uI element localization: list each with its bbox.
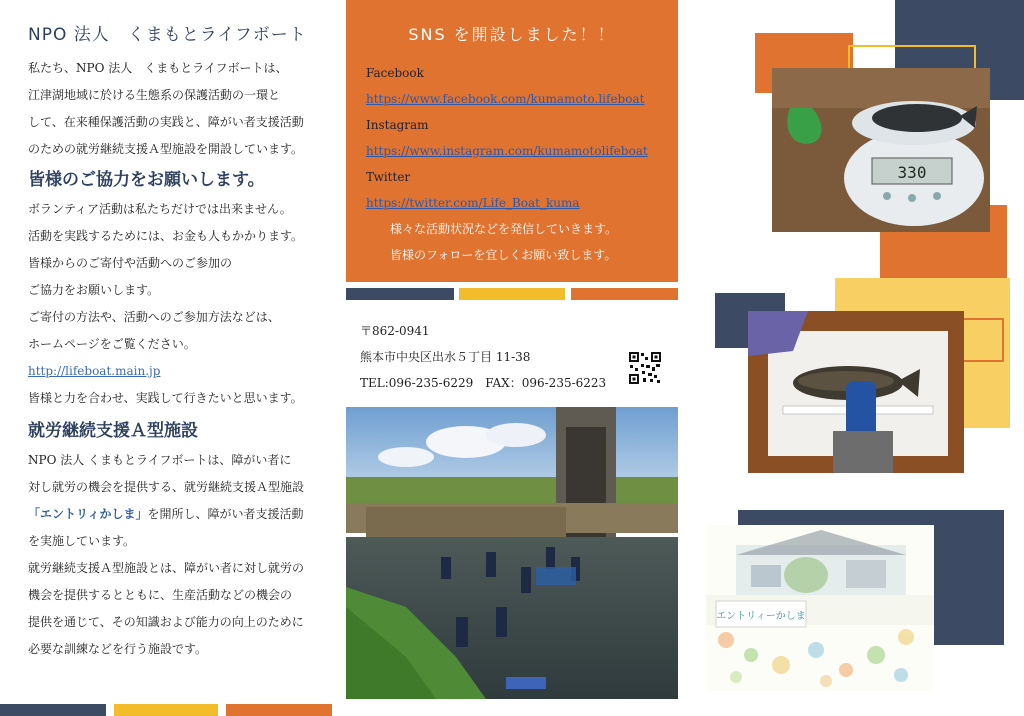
postal-code: 〒862-0941 <box>360 324 430 338</box>
facility-line: NPO 法人 くまもとライフボートは、障がい者に <box>28 453 292 467</box>
facebook-label: Facebook <box>366 66 424 80</box>
decor-bar-navy <box>346 288 454 300</box>
appeal-line: ボランティア活動は私たちだけでは出来ません。 <box>28 202 292 216</box>
sns-title: SNS を開設しました！！ <box>408 25 616 44</box>
instagram-label: Instagram <box>366 118 429 132</box>
fish-scale-photo <box>772 68 990 232</box>
intro-line: のための就労継続支援Ａ型施設を開設しています。 <box>28 142 304 156</box>
appeal-line: ホームページをご覧ください。 <box>28 337 196 351</box>
left-column <box>28 20 328 663</box>
facility-line: 必要な訓練などを行う施設です。 <box>28 642 208 656</box>
instagram-link[interactable]: https://www.instagram.com/kumamotolifeboat <box>366 144 648 158</box>
sns-note: 様々な活動状況などを発信していきます。 <box>390 222 618 236</box>
appeal-line: 皆様からのご寄付や活動へのご参加の <box>28 256 233 270</box>
phone-fax: TEL:096-235-6229 FAX：096-235-6223 <box>360 376 607 390</box>
appeal-line: 活動を実践するためには、お金も人もかかります。 <box>28 229 304 243</box>
facility-line: を実施しています。 <box>28 534 136 548</box>
facility-line: 提供を通じて、その知識および能力の向上のために <box>28 615 304 629</box>
appeal-line: ご協力をお願いします。 <box>28 283 160 297</box>
qr-code-icon[interactable] <box>628 351 662 385</box>
contact-block <box>360 318 660 396</box>
facility-sign: エントリィーかしま <box>716 611 806 622</box>
sns-note: 皆様のフォローを宜しくお願い致します。 <box>390 248 617 262</box>
decor-bar-yellow <box>114 704 218 716</box>
intro-line: 江津湖地域に於ける生態系の保護活動の一環と <box>28 88 281 102</box>
river-activity-photo <box>346 407 678 699</box>
org-title: NPO 法人 くまもとライフボート <box>28 25 307 45</box>
twitter-label: Twitter <box>366 170 411 184</box>
facility-heading: 就労継続支援Ａ型施設 <box>28 421 198 441</box>
facility-line: 「エントリィかしま」を開所し、障がい者支援活動 <box>28 507 304 521</box>
decor-outline-yellow <box>848 45 976 69</box>
decor-bar-navy <box>0 704 106 716</box>
appeal-heading: 皆様のご協力をお願いします。 <box>28 170 265 190</box>
facility-line: 就労継続支援Ａ型施設とは、障がい者に対し就労の <box>28 561 305 575</box>
address: 熊本市中央区出水５丁目 11-38 <box>360 350 531 364</box>
website-link[interactable]: http://lifeboat.main.jp <box>28 364 161 378</box>
decor-bar-orange <box>226 704 332 716</box>
fish-measure-photo <box>748 311 964 473</box>
facility-line: 機会を提供するとともに、生産活動などの機会の <box>28 588 293 602</box>
sns-panel <box>346 0 678 282</box>
facility-line: 対し就労の機会を提供する、就労継続支援Ａ型施設 <box>28 480 305 494</box>
facility-photo <box>706 525 934 691</box>
closing-line: 皆様と力を合わせ、実践して行きたいと思います。 <box>28 391 303 405</box>
scale-reading: 330 <box>897 163 927 182</box>
intro-line: して、在来種保護活動の実践と、障がい者支援活動 <box>28 115 304 129</box>
facility-name: 「エントリィかしま」 <box>28 507 148 521</box>
facebook-link[interactable]: https://www.facebook.com/kumamoto.lifeboat <box>366 92 645 106</box>
decor-bar-yellow <box>459 288 565 300</box>
twitter-link[interactable]: https://twitter.com/Life_Boat_kuma <box>366 196 580 210</box>
appeal-line: ご寄付の方法や、活動へのご参加方法などは、 <box>28 310 280 324</box>
decor-bar-orange <box>571 288 678 300</box>
intro-line: 私たち、NPO 法人 くまもとライフボートは、 <box>28 61 288 75</box>
